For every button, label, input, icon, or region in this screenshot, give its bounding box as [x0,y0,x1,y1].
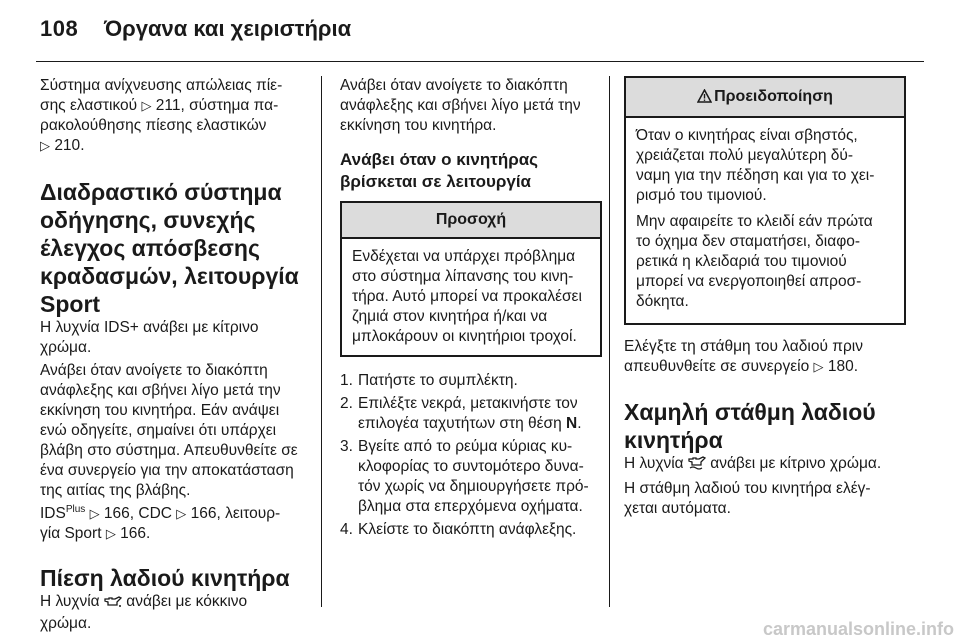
text: Η λυχνία [40,593,104,610]
list-item [340,371,604,391]
page-header [0,0,960,62]
caution-title: Προσοχή [342,203,600,239]
page-title: Όργανα και χειριστήρια [104,16,352,41]
page-number: 108 [40,16,79,41]
step-number: 4. [340,521,353,538]
text: απευθυνθείτε σε συνεργείο [624,358,814,375]
text-line: της αιτίας της βλάβης. [40,482,191,499]
oil-lamp-intro [340,76,604,136]
text-line: εκκίνηση του κινητήρα. [340,117,497,134]
text-line: χεται αυτόματα. [624,500,731,517]
page-reference[interactable]: 166 [190,505,217,522]
column-divider [321,76,322,607]
warning-body [626,118,904,323]
column-divider [609,76,610,607]
low-oil-auto-paragraph [624,479,906,519]
text-line: επιλογέα ταχυτήτων στη θέση [358,415,567,432]
text-line: Σύστημα ανίχνευσης απώλειας πίε- [40,77,283,94]
page-reference-arrow-icon: ▷ [89,506,100,521]
page-reference-arrow-icon: ▷ [176,506,187,521]
text: γία Sport [40,525,106,542]
text-line: τήρα. Αυτό μπορεί να προκαλέσει [352,288,582,305]
text-line: ανάφλεξης και σβήνει λίγο μετά την [340,97,581,114]
punctuation: . [146,525,151,542]
heading-line: βρίσκεται σε λειτουργία [340,172,532,191]
text-line: Ελέγξτε τη στάθμη του λαδιού πριν [624,338,863,355]
step-number: 2. [340,395,353,412]
page-reference[interactable]: 211 [155,97,181,114]
text-line: Μην αφαιρείτε το κλειδί εάν πρώτα [636,213,873,230]
text-line: σης ελαστικού [40,97,142,114]
page-reference[interactable]: 180 [827,358,854,375]
low-oil-lamp-paragraph [624,454,906,476]
text-line: το όχημα δεν σταματήσει, διαφο- [636,233,861,250]
warning-title-text: Προειδοποίηση [714,88,833,105]
subheading-engine-running [340,149,604,193]
text-line: Η λυχνία IDS+ ανάβει με κίτρινο [40,319,259,336]
page-reference-arrow-icon: ▷ [813,359,824,374]
procedure-steps [340,371,604,540]
text-line: δόκητα. [636,293,689,310]
text: ανάβει με κίτρινο χρώμα. [705,455,882,472]
text-line: στο σύστημα λίπανσης του κινη- [352,268,574,285]
warning-paragraph [636,212,894,312]
text-line: Ανάβει όταν ανοίγετε το διακόπτη [40,362,268,379]
warning-triangle-icon [697,80,712,118]
text: IDS [40,505,66,522]
text-line: ανάφλεξης και σβήνει λίγο μετά την [40,382,281,399]
text-line: Επιλέξτε νεκρά, μετακινήστε τον [358,395,578,412]
page-reference[interactable]: 166 [103,505,130,522]
text-line: Η στάθμη λαδιού του κινητήρα ελέγ- [624,480,871,497]
oil-level-icon [688,456,706,476]
text: , λειτουρ- [216,505,281,522]
text-line: μπλοκάρουν οι κινητήριοι τροχοί. [352,328,577,345]
text-line: ζημιά στον κινητήρα ή/και να [352,308,548,325]
text: ανάβει με κόκκινο [121,593,248,610]
section-heading-low-oil [624,398,906,454]
oil-check-paragraph [624,337,906,377]
ids-lamp-paragraph [40,318,304,358]
text-line: ρακολούθησης πίεσης ελαστικών [40,117,267,134]
heading-line: οδήγησης, συνεχής [40,207,256,233]
ids-behaviour-paragraph [40,361,304,501]
header-rule [36,61,924,62]
page-reference-arrow-icon: ▷ [40,138,50,153]
warning-title [626,78,904,118]
text-line: Πατήστε το συμπλέκτη. [358,372,518,389]
section-heading-oil-pressure: Πίεση λαδιού κινητήρα [40,565,290,591]
text-line: Ενδέχεται να υπάρχει πρόβλημα [352,248,576,265]
heading-line: Ανάβει όταν ο κινητήρας [340,150,539,169]
text-line: κλοφορίας το συντομότερο δυνα- [358,458,584,475]
text-line: Όταν ο κινητήρας είναι σβηστός, [636,127,858,144]
list-item [340,394,604,434]
oil-pressure-paragraph [40,592,304,634]
ids-references [40,504,304,544]
punctuation: . [577,415,582,432]
heading-line: Sport [40,291,101,317]
superscript: Plus [65,503,86,515]
text-line: ναμη για την πέδηση και για το χει- [636,167,875,184]
text-line: ενώ οδηγείτε, σημαίνει ότι υπάρχει [40,422,277,439]
gear-position: N [566,415,578,432]
column-right [624,76,906,522]
text: χρώμα. [40,615,92,632]
text-line: ένα συνεργείο για την αποκατάσταση [40,462,294,479]
heading-line: έλεγχος απόσβεσης [40,235,260,261]
watermark: carmanualsonline.info [762,619,954,639]
step-number: 3. [340,438,353,455]
text-line: χρειάζεται πολύ μεγαλύτερη δύ- [636,147,854,164]
text-line: εκκίνηση του κινητήρα. Εάν ανάψει [40,402,280,419]
section-heading-ids [40,178,304,318]
text-line: ρισμό του τιμονιού. [636,187,767,204]
page-reference[interactable]: 166 [120,525,147,542]
page-reference-arrow-icon: ▷ [105,526,116,541]
text-line: μπορεί να ενεργοποιηθεί απροσ- [636,273,862,290]
text-line: Κλείστε το διακόπτη ανάφλεξης. [358,521,577,538]
heading-line: κινητήρα [624,427,723,453]
page-reference[interactable]: 210 [54,137,81,154]
text-line: βλάβη στο σύστημα. Απευθυνθείτε σε [40,442,298,459]
intro-paragraph [40,76,304,156]
list-item [340,520,604,540]
punctuation: . [853,358,859,375]
text-line: Βγείτε από το ρεύμα κύριας κυ- [358,438,573,455]
text-line: , σύστημα πα- [180,97,279,114]
column-left [40,76,304,637]
text-line: Ανάβει όταν ανοίγετε το διακόπτη [340,77,568,94]
warning-box [624,76,906,325]
heading-line: κραδασμών, λειτουργία [40,263,299,289]
text-line: ρετικά η κλειδαριά του τιμονιού [636,253,847,270]
heading-line: Διαδραστικό σύστημα [40,179,282,205]
caution-body [342,239,600,355]
list-item [340,437,604,517]
warning-paragraph [636,126,894,206]
heading-line: Χαμηλή στάθμη λαδιού [624,399,876,425]
text: , CDC [129,505,177,522]
oil-can-icon [104,594,122,614]
text-line: τόν χωρίς να δημιουργήσετε πρό- [358,478,589,495]
text-line: βλημα στα επερχόμενα οχήματα. [358,498,583,515]
punctuation: . [80,137,85,154]
text: Η λυχνία [624,455,688,472]
caution-box [340,201,602,357]
text-line: χρώμα. [40,339,92,356]
page-reference-arrow-icon: ▷ [141,98,152,113]
column-middle [340,76,604,543]
step-number: 1. [340,372,353,389]
